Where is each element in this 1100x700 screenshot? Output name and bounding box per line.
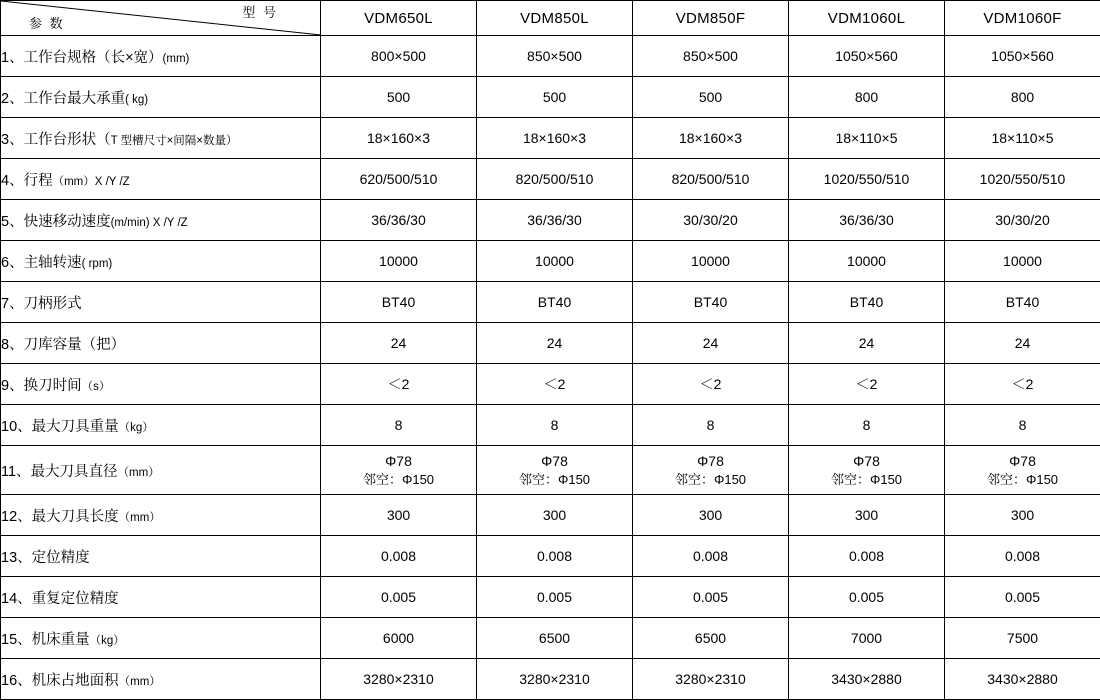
cell-value: 0.008 xyxy=(945,536,1100,577)
cell-value: 850×500 xyxy=(633,36,789,77)
cell-value-line1: Φ78 xyxy=(945,452,1100,471)
row-label-text: 工作台形状（ xyxy=(24,132,111,148)
table-row xyxy=(1,36,1100,77)
cell-value xyxy=(945,446,1100,495)
corner-model-label: 型 号 xyxy=(242,2,278,21)
cell-value: 3430×2880 xyxy=(945,659,1100,700)
table-row xyxy=(1,446,1100,495)
cell-value: 10000 xyxy=(633,241,789,282)
table-row xyxy=(1,118,1100,159)
cell-value-line2: 邻空：Φ150 xyxy=(633,471,788,489)
cell-value: ＜2 xyxy=(633,364,789,405)
table-row xyxy=(1,200,1100,241)
cell-value: 500 xyxy=(633,77,789,118)
row-label-text: 刀库容量（把） xyxy=(24,337,126,353)
row-number: 16、 xyxy=(1,673,32,689)
row-label-text: 工作台最大承重 xyxy=(24,91,126,107)
row-number: 6、 xyxy=(1,255,24,271)
cell-value: 300 xyxy=(477,495,633,536)
table-row xyxy=(1,618,1100,659)
cell-value: 1020/550/510 xyxy=(945,159,1100,200)
row-label xyxy=(1,446,321,495)
cell-value: 8 xyxy=(321,405,477,446)
row-label-text: 最大刀具重量 xyxy=(32,419,119,435)
cell-value: 10000 xyxy=(321,241,477,282)
row-label-unit: （kg） xyxy=(119,422,154,434)
table-row xyxy=(1,659,1100,700)
cell-value-line1: Φ78 xyxy=(633,452,788,471)
table-row xyxy=(1,241,1100,282)
cell-value: 18×160×3 xyxy=(633,118,789,159)
corner-parameter-label: 参 数 xyxy=(29,13,65,32)
cell-value: ＜2 xyxy=(477,364,633,405)
row-number: 8、 xyxy=(1,337,24,353)
cell-value: 18×110×5 xyxy=(789,118,945,159)
row-label-unit: (m/min) X /Y /Z xyxy=(111,217,188,229)
cell-value-line2: 邻空：Φ150 xyxy=(945,471,1100,489)
row-label-text: 换刀时间 xyxy=(24,378,82,394)
row-label-unit: （s） xyxy=(82,381,111,393)
model-header-vdm650l: VDM650L xyxy=(321,1,477,36)
row-number: 10、 xyxy=(1,419,32,435)
cell-value xyxy=(633,446,789,495)
row-label-unit: （kg） xyxy=(90,635,125,647)
cell-value: BT40 xyxy=(945,282,1100,323)
cell-value: 24 xyxy=(321,323,477,364)
row-label-unit: ( kg) xyxy=(125,94,148,106)
row-number: 7、 xyxy=(1,296,24,312)
row-label xyxy=(1,364,321,405)
cell-value: 850×500 xyxy=(477,36,633,77)
cell-value: BT40 xyxy=(789,282,945,323)
row-label-text: 刀柄形式 xyxy=(24,296,82,312)
row-label xyxy=(1,36,321,77)
row-label-text: 机床重量 xyxy=(32,632,90,648)
cell-value: 1050×560 xyxy=(789,36,945,77)
cell-value: ＜2 xyxy=(789,364,945,405)
cell-value: 24 xyxy=(477,323,633,364)
cell-value: 36/36/30 xyxy=(321,200,477,241)
cell-value: 3280×2310 xyxy=(633,659,789,700)
cell-value: ＜2 xyxy=(945,364,1100,405)
cell-value: 0.005 xyxy=(945,577,1100,618)
cell-value-line1: Φ78 xyxy=(789,452,944,471)
model-header-vdm850f: VDM850F xyxy=(633,1,789,36)
row-label-text: 重复定位精度 xyxy=(32,591,119,607)
table-row xyxy=(1,364,1100,405)
table-header-row xyxy=(1,1,1100,36)
cell-value xyxy=(789,446,945,495)
cell-value: 10000 xyxy=(789,241,945,282)
cell-value: 8 xyxy=(477,405,633,446)
cell-value-line2: 邻空：Φ150 xyxy=(477,471,632,489)
row-number: 4、 xyxy=(1,173,24,189)
cell-value: 0.005 xyxy=(789,577,945,618)
cell-value-line1: Φ78 xyxy=(477,452,632,471)
table-row xyxy=(1,282,1100,323)
cell-value: 500 xyxy=(477,77,633,118)
row-label-text: 最大刀具长度 xyxy=(32,509,119,525)
table-row xyxy=(1,159,1100,200)
cell-value: 10000 xyxy=(477,241,633,282)
row-label xyxy=(1,536,321,577)
cell-value-line1: Φ78 xyxy=(321,452,476,471)
row-number: 1、 xyxy=(1,50,24,66)
cell-value: 0.008 xyxy=(633,536,789,577)
row-number: 13、 xyxy=(1,550,32,566)
cell-value: 8 xyxy=(945,405,1100,446)
cell-value: 36/36/30 xyxy=(789,200,945,241)
cell-value: 18×160×3 xyxy=(477,118,633,159)
table-row xyxy=(1,405,1100,446)
cell-value: 820/500/510 xyxy=(477,159,633,200)
row-label xyxy=(1,323,321,364)
row-number: 11、 xyxy=(1,464,31,480)
cell-value: 620/500/510 xyxy=(321,159,477,200)
cell-value: 0.008 xyxy=(477,536,633,577)
cell-value: 24 xyxy=(945,323,1100,364)
row-number: 14、 xyxy=(1,591,32,607)
row-label xyxy=(1,577,321,618)
cell-value: ＜2 xyxy=(321,364,477,405)
cell-value: 18×110×5 xyxy=(945,118,1100,159)
cell-value: 1050×560 xyxy=(945,36,1100,77)
row-label-text: 主轴转速 xyxy=(24,255,82,271)
cell-value: 800×500 xyxy=(321,36,477,77)
cell-value: 7000 xyxy=(789,618,945,659)
cell-value: BT40 xyxy=(633,282,789,323)
cell-value: 300 xyxy=(945,495,1100,536)
row-label-unit: ( rpm) xyxy=(82,258,113,270)
row-number: 3、 xyxy=(1,132,24,148)
cell-value: 36/36/30 xyxy=(477,200,633,241)
cell-value: 6500 xyxy=(633,618,789,659)
row-label-unit: （mm） xyxy=(118,467,160,479)
cell-value: 500 xyxy=(321,77,477,118)
cell-value-line2: 邻空：Φ150 xyxy=(789,471,944,489)
row-number: 5、 xyxy=(1,214,24,230)
model-header-vdm1060f: VDM1060F xyxy=(945,1,1100,36)
row-label xyxy=(1,495,321,536)
cell-value xyxy=(477,446,633,495)
row-label xyxy=(1,118,321,159)
model-header-vdm850l: VDM850L xyxy=(477,1,633,36)
row-label-text: 行程 xyxy=(24,173,53,189)
row-number: 15、 xyxy=(1,632,32,648)
cell-value xyxy=(321,446,477,495)
row-label-text: 机床占地面积 xyxy=(32,673,119,689)
row-label-text: 定位精度 xyxy=(32,550,90,566)
cell-value: 3430×2880 xyxy=(789,659,945,700)
table-row xyxy=(1,77,1100,118)
row-label xyxy=(1,77,321,118)
row-label xyxy=(1,200,321,241)
row-number: 12、 xyxy=(1,509,32,525)
cell-value: 3280×2310 xyxy=(477,659,633,700)
table-row xyxy=(1,323,1100,364)
row-label xyxy=(1,618,321,659)
cell-value: 820/500/510 xyxy=(633,159,789,200)
cell-value: BT40 xyxy=(321,282,477,323)
row-label-unit: (mm) xyxy=(163,53,190,65)
cell-value: 6000 xyxy=(321,618,477,659)
cell-value: 6500 xyxy=(477,618,633,659)
cell-value: 300 xyxy=(789,495,945,536)
cell-value: 300 xyxy=(321,495,477,536)
cell-value: 10000 xyxy=(945,241,1100,282)
row-label xyxy=(1,282,321,323)
row-label-text: 最大刀具直径 xyxy=(31,464,118,480)
cell-value: 7500 xyxy=(945,618,1100,659)
row-label-unit: T 型槽尺寸×间隔×数量） xyxy=(111,135,238,147)
cell-value: 1020/550/510 xyxy=(789,159,945,200)
cell-value: 0.005 xyxy=(477,577,633,618)
cell-value: 800 xyxy=(789,77,945,118)
cell-value: 8 xyxy=(789,405,945,446)
row-label-text: 工作台规格（长×宽） xyxy=(24,50,163,66)
table-row xyxy=(1,536,1100,577)
cell-value: 30/30/20 xyxy=(633,200,789,241)
row-label-unit: （mm） xyxy=(119,676,161,688)
cell-value: 800 xyxy=(945,77,1100,118)
cell-value: 0.008 xyxy=(321,536,477,577)
row-label xyxy=(1,405,321,446)
corner-header-cell xyxy=(1,1,321,36)
row-number: 2、 xyxy=(1,91,24,107)
cell-value: BT40 xyxy=(477,282,633,323)
row-label xyxy=(1,159,321,200)
cell-value: 24 xyxy=(789,323,945,364)
cell-value: 0.005 xyxy=(633,577,789,618)
cell-value: 0.008 xyxy=(789,536,945,577)
cell-value-line2: 邻空：Φ150 xyxy=(321,471,476,489)
row-label-text: 快速移动速度 xyxy=(24,214,111,230)
model-header-vdm1060l: VDM1060L xyxy=(789,1,945,36)
row-label-unit: （mm） xyxy=(119,512,161,524)
cell-value: 24 xyxy=(633,323,789,364)
table-row xyxy=(1,495,1100,536)
cell-value: 300 xyxy=(633,495,789,536)
cell-value: 0.005 xyxy=(321,577,477,618)
row-label-unit: （mm）X /Y /Z xyxy=(53,176,130,188)
cell-value: 18×160×3 xyxy=(321,118,477,159)
row-number: 9、 xyxy=(1,378,24,394)
row-label xyxy=(1,241,321,282)
cell-value: 30/30/20 xyxy=(945,200,1100,241)
table-row xyxy=(1,577,1100,618)
row-label xyxy=(1,659,321,700)
cell-value: 3280×2310 xyxy=(321,659,477,700)
cell-value: 8 xyxy=(633,405,789,446)
